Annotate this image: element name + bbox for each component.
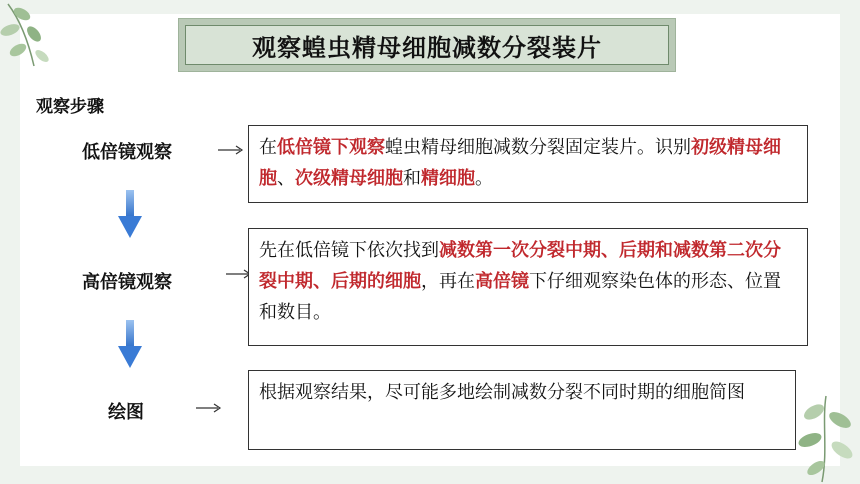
- arrow-right-icon: [218, 144, 244, 156]
- box1-highlight: 低倍镜下观察: [277, 137, 385, 158]
- box1-text: 。: [475, 168, 493, 189]
- box1-highlight: 精细胞: [421, 168, 475, 189]
- step-low-power: 低倍镜观察: [82, 142, 172, 163]
- arrow-down-icon: [116, 190, 144, 240]
- box2-highlight: 高倍镜: [475, 271, 529, 292]
- high-power-description-box: [248, 228, 808, 346]
- box1-text: 蝗虫精母细胞减数分裂固定装片。识别: [385, 137, 691, 158]
- arrow-right-icon: [196, 402, 222, 414]
- title-banner: [178, 18, 676, 72]
- leaf-decoration-top-left-icon: [0, 0, 60, 70]
- low-power-description-box: [248, 125, 808, 203]
- box1-highlight: 初级精母细胞: [259, 137, 781, 189]
- step-high-power: 高倍镜观察: [82, 272, 172, 293]
- arrow-down-icon: [116, 320, 144, 370]
- step-draw: 绘图: [108, 402, 144, 423]
- box2-text: 下仔细观察染色体的形态、位置和数目。: [259, 271, 781, 323]
- box2-text: ，再在: [421, 271, 475, 292]
- drawing-description-box: [248, 370, 796, 450]
- leaf-decoration-bottom-right-icon: [792, 392, 860, 484]
- box2-text: 先在低倍镜下依次找到: [259, 240, 439, 261]
- box3-text: 根据观察结果，尽可能多地绘制减数分裂不同时期的细胞简图: [259, 382, 745, 403]
- box2-highlight: 减数第一次分裂中期、后期和减数第二次分裂中期、后期的细胞: [259, 240, 781, 292]
- box1-highlight: 次级精母细胞: [295, 168, 403, 189]
- box1-text: 在: [259, 137, 277, 158]
- page-title: 观察蝗虫精母细胞减数分裂装片: [185, 25, 669, 65]
- box1-text: 和: [403, 168, 421, 189]
- box1-text: 、: [277, 168, 295, 189]
- section-heading: 观察步骤: [36, 97, 104, 117]
